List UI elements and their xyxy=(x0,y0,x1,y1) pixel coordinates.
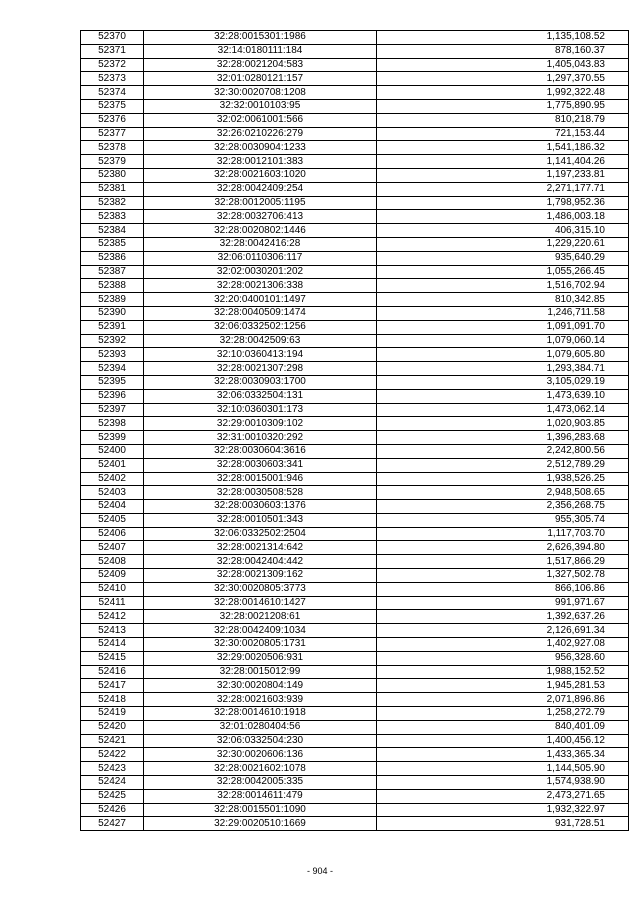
value-amount-cell: 2,626,394.80 xyxy=(377,541,629,555)
value-amount-cell: 721,153.44 xyxy=(377,127,629,141)
table-row xyxy=(81,265,629,279)
table-row xyxy=(81,596,629,610)
table-row xyxy=(81,86,629,100)
value-amount-cell: 955,305.74 xyxy=(377,513,629,527)
row-number-cell: 52411 xyxy=(81,596,144,610)
value-amount-cell: 2,126,691.34 xyxy=(377,624,629,638)
cadastral-number-cell: 32:01:0280121:157 xyxy=(144,72,377,86)
table-body xyxy=(81,31,629,831)
cadastral-number-cell: 32:28:0020802:1446 xyxy=(144,224,377,238)
value-amount-cell: 1,135,108.52 xyxy=(377,31,629,45)
row-number-cell: 52423 xyxy=(81,762,144,776)
value-amount-cell: 1,055,266.45 xyxy=(377,265,629,279)
row-number-cell: 52401 xyxy=(81,458,144,472)
row-number-cell: 52382 xyxy=(81,196,144,210)
table-row xyxy=(81,693,629,707)
value-amount-cell: 1,297,370.55 xyxy=(377,72,629,86)
value-amount-cell: 1,798,952.36 xyxy=(377,196,629,210)
row-number-cell: 52403 xyxy=(81,486,144,500)
row-number-cell: 52381 xyxy=(81,182,144,196)
value-amount-cell: 406,315.10 xyxy=(377,224,629,238)
row-number-cell: 52408 xyxy=(81,555,144,569)
cadastral-number-cell: 32:30:0020708:1208 xyxy=(144,86,377,100)
value-amount-cell: 1,079,605.80 xyxy=(377,348,629,362)
table-row xyxy=(81,472,629,486)
row-number-cell: 52421 xyxy=(81,734,144,748)
cadastral-number-cell: 32:28:0021306:338 xyxy=(144,279,377,293)
row-number-cell: 52391 xyxy=(81,320,144,334)
table-row xyxy=(81,279,629,293)
row-number-cell: 52416 xyxy=(81,665,144,679)
row-number-cell: 52406 xyxy=(81,527,144,541)
table-row xyxy=(81,72,629,86)
row-number-cell: 52374 xyxy=(81,86,144,100)
cadastral-number-cell: 32:28:0015012:99 xyxy=(144,665,377,679)
table-row xyxy=(81,182,629,196)
value-amount-cell: 1,992,322.48 xyxy=(377,86,629,100)
cadastral-number-cell: 32:28:0010501:343 xyxy=(144,513,377,527)
value-amount-cell: 1,932,322.97 xyxy=(377,803,629,817)
value-amount-cell: 1,574,938.90 xyxy=(377,776,629,790)
cadastral-number-cell: 32:28:0030603:1376 xyxy=(144,500,377,514)
value-amount-cell: 2,356,268.75 xyxy=(377,500,629,514)
table-row xyxy=(81,679,629,693)
table-row xyxy=(81,748,629,762)
table-row xyxy=(81,734,629,748)
table-row xyxy=(81,762,629,776)
row-number-cell: 52385 xyxy=(81,237,144,251)
table-row xyxy=(81,224,629,238)
table-row xyxy=(81,789,629,803)
cadastral-number-cell: 32:28:0042005:335 xyxy=(144,776,377,790)
value-amount-cell: 1,402,927.08 xyxy=(377,638,629,652)
value-amount-cell: 1,400,456.12 xyxy=(377,734,629,748)
value-amount-cell: 1,117,703.70 xyxy=(377,527,629,541)
row-number-cell: 52392 xyxy=(81,334,144,348)
table-row xyxy=(81,569,629,583)
value-amount-cell: 1,197,233.81 xyxy=(377,168,629,182)
cadastral-number-cell: 32:28:0015001:946 xyxy=(144,472,377,486)
cadastral-number-cell: 32:02:0030201:202 xyxy=(144,265,377,279)
value-amount-cell: 2,071,896.86 xyxy=(377,693,629,707)
row-number-cell: 52377 xyxy=(81,127,144,141)
table-row xyxy=(81,141,629,155)
cadastral-number-cell: 32:28:0030603:341 xyxy=(144,458,377,472)
row-number-cell: 52378 xyxy=(81,141,144,155)
row-number-cell: 52370 xyxy=(81,31,144,45)
cadastral-number-cell: 32:28:0040509:1474 xyxy=(144,306,377,320)
cadastral-number-cell: 32:28:0014610:1427 xyxy=(144,596,377,610)
cadastral-number-cell: 32:06:0332502:2504 xyxy=(144,527,377,541)
table-row xyxy=(81,610,629,624)
row-number-cell: 52413 xyxy=(81,624,144,638)
value-amount-cell: 1,144,505.90 xyxy=(377,762,629,776)
value-amount-cell: 1,020,903.85 xyxy=(377,417,629,431)
cadastral-number-cell: 32:28:0014610:1918 xyxy=(144,707,377,721)
table-row xyxy=(81,817,629,831)
cadastral-number-cell: 32:01:0280404:56 xyxy=(144,720,377,734)
cadastral-number-cell: 32:30:0020804:149 xyxy=(144,679,377,693)
value-amount-cell: 1,246,711.58 xyxy=(377,306,629,320)
table-row xyxy=(81,431,629,445)
cadastral-number-cell: 32:28:0042409:254 xyxy=(144,182,377,196)
row-number-cell: 52393 xyxy=(81,348,144,362)
cadastral-number-cell: 32:31:0010320:292 xyxy=(144,431,377,445)
cadastral-number-cell: 32:28:0042409:1034 xyxy=(144,624,377,638)
cadastral-number-cell: 32:28:0042416:28 xyxy=(144,237,377,251)
value-amount-cell: 1,258,272.79 xyxy=(377,707,629,721)
cadastral-number-cell: 32:02:0061001:566 xyxy=(144,113,377,127)
cadastral-number-cell: 32:28:0030508:528 xyxy=(144,486,377,500)
row-number-cell: 52375 xyxy=(81,99,144,113)
table-row xyxy=(81,31,629,45)
row-number-cell: 52372 xyxy=(81,58,144,72)
cadastral-number-cell: 32:30:0020805:1731 xyxy=(144,638,377,652)
table-row xyxy=(81,582,629,596)
table-row xyxy=(81,707,629,721)
row-number-cell: 52398 xyxy=(81,417,144,431)
cadastral-number-cell: 32:30:0020805:3773 xyxy=(144,582,377,596)
cadastral-number-cell: 32:10:0360301:173 xyxy=(144,403,377,417)
cadastral-number-cell: 32:14:0180111:184 xyxy=(144,44,377,58)
table-row xyxy=(81,527,629,541)
cadastral-number-cell: 32:10:0360413:194 xyxy=(144,348,377,362)
cadastral-number-cell: 32:28:0021602:1078 xyxy=(144,762,377,776)
cadastral-number-cell: 32:26:0210226:279 xyxy=(144,127,377,141)
table-row xyxy=(81,155,629,169)
row-number-cell: 52419 xyxy=(81,707,144,721)
table-row xyxy=(81,624,629,638)
value-amount-cell: 931,728.51 xyxy=(377,817,629,831)
value-amount-cell: 1,229,220.61 xyxy=(377,237,629,251)
row-number-cell: 52386 xyxy=(81,251,144,265)
table-row xyxy=(81,541,629,555)
table-row xyxy=(81,99,629,113)
row-number-cell: 52390 xyxy=(81,306,144,320)
table-row xyxy=(81,555,629,569)
value-amount-cell: 1,473,062.14 xyxy=(377,403,629,417)
table-row xyxy=(81,293,629,307)
cadastral-number-cell: 32:28:0021208:61 xyxy=(144,610,377,624)
value-amount-cell: 1,091,091.70 xyxy=(377,320,629,334)
table-row xyxy=(81,720,629,734)
cadastral-number-cell: 32:29:0010309:102 xyxy=(144,417,377,431)
cadastral-number-cell: 32:28:0030604:3616 xyxy=(144,444,377,458)
value-amount-cell: 1,433,365.34 xyxy=(377,748,629,762)
row-number-cell: 52397 xyxy=(81,403,144,417)
value-amount-cell: 2,512,789.29 xyxy=(377,458,629,472)
row-number-cell: 52414 xyxy=(81,638,144,652)
row-number-cell: 52373 xyxy=(81,72,144,86)
cadastral-number-cell: 32:06:0332504:230 xyxy=(144,734,377,748)
value-amount-cell: 1,541,186.32 xyxy=(377,141,629,155)
table-row xyxy=(81,362,629,376)
table-row xyxy=(81,348,629,362)
cadastral-number-cell: 32:28:0021603:939 xyxy=(144,693,377,707)
table-row xyxy=(81,665,629,679)
value-amount-cell: 1,517,866.29 xyxy=(377,555,629,569)
value-amount-cell: 866,106.86 xyxy=(377,582,629,596)
table-row xyxy=(81,486,629,500)
row-number-cell: 52388 xyxy=(81,279,144,293)
cadastral-number-cell: 32:28:0015301:1986 xyxy=(144,31,377,45)
cadastral-number-cell: 32:28:0030903:1700 xyxy=(144,375,377,389)
row-number-cell: 52389 xyxy=(81,293,144,307)
cadastral-number-cell: 32:30:0020606:136 xyxy=(144,748,377,762)
value-amount-cell: 1,945,281.53 xyxy=(377,679,629,693)
value-amount-cell: 1,293,384.71 xyxy=(377,362,629,376)
row-number-cell: 52384 xyxy=(81,224,144,238)
table-row xyxy=(81,776,629,790)
cadastral-number-cell: 32:28:0021204:583 xyxy=(144,58,377,72)
table-row xyxy=(81,58,629,72)
table-row xyxy=(81,320,629,334)
value-amount-cell: 1,396,283.68 xyxy=(377,431,629,445)
cadastral-number-cell: 32:32:0010103:95 xyxy=(144,99,377,113)
cadastral-number-cell: 32:20:0400101:1497 xyxy=(144,293,377,307)
cadastral-number-cell: 32:28:0042404:442 xyxy=(144,555,377,569)
row-number-cell: 52395 xyxy=(81,375,144,389)
value-amount-cell: 840,401.09 xyxy=(377,720,629,734)
row-number-cell: 52400 xyxy=(81,444,144,458)
value-amount-cell: 935,640.29 xyxy=(377,251,629,265)
table-row xyxy=(81,389,629,403)
value-amount-cell: 2,948,508.65 xyxy=(377,486,629,500)
table-row xyxy=(81,196,629,210)
table-row xyxy=(81,210,629,224)
value-amount-cell: 2,271,177.71 xyxy=(377,182,629,196)
cadastral-number-cell: 32:28:0015501:1090 xyxy=(144,803,377,817)
value-amount-cell: 1,938,526.25 xyxy=(377,472,629,486)
row-number-cell: 52376 xyxy=(81,113,144,127)
row-number-cell: 52424 xyxy=(81,776,144,790)
value-amount-cell: 3,105,029.19 xyxy=(377,375,629,389)
table-row xyxy=(81,113,629,127)
cadastral-number-cell: 32:06:0332504:131 xyxy=(144,389,377,403)
row-number-cell: 52415 xyxy=(81,651,144,665)
cadastral-number-cell: 32:28:0021309:162 xyxy=(144,569,377,583)
row-number-cell: 52383 xyxy=(81,210,144,224)
value-amount-cell: 810,342.85 xyxy=(377,293,629,307)
table-row xyxy=(81,334,629,348)
value-amount-cell: 1,775,890.95 xyxy=(377,99,629,113)
cadastral-number-cell: 32:28:0030904:1233 xyxy=(144,141,377,155)
row-number-cell: 52412 xyxy=(81,610,144,624)
value-amount-cell: 878,160.37 xyxy=(377,44,629,58)
value-amount-cell: 1,988,152.52 xyxy=(377,665,629,679)
row-number-cell: 52387 xyxy=(81,265,144,279)
table-row xyxy=(81,513,629,527)
row-number-cell: 52418 xyxy=(81,693,144,707)
row-number-cell: 52425 xyxy=(81,789,144,803)
table-row xyxy=(81,458,629,472)
cadastral-number-cell: 32:06:0332502:1256 xyxy=(144,320,377,334)
table-row xyxy=(81,237,629,251)
cadastral-number-cell: 32:28:0012101:383 xyxy=(144,155,377,169)
value-amount-cell: 1,392,637.26 xyxy=(377,610,629,624)
row-number-cell: 52422 xyxy=(81,748,144,762)
row-number-cell: 52405 xyxy=(81,513,144,527)
cadastral-number-cell: 32:29:0020506:931 xyxy=(144,651,377,665)
table-row xyxy=(81,306,629,320)
value-amount-cell: 2,242,800.56 xyxy=(377,444,629,458)
cadastral-number-cell: 32:29:0020510:1669 xyxy=(144,817,377,831)
row-number-cell: 52420 xyxy=(81,720,144,734)
value-amount-cell: 1,141,404.26 xyxy=(377,155,629,169)
row-number-cell: 52404 xyxy=(81,500,144,514)
table-row xyxy=(81,127,629,141)
value-amount-cell: 1,079,060.14 xyxy=(377,334,629,348)
cadastral-number-cell: 32:28:0021307:298 xyxy=(144,362,377,376)
row-number-cell: 52379 xyxy=(81,155,144,169)
cadastral-number-cell: 32:06:0110306:117 xyxy=(144,251,377,265)
cadastral-number-cell: 32:28:0012005:1195 xyxy=(144,196,377,210)
row-number-cell: 52427 xyxy=(81,817,144,831)
cadastral-number-cell: 32:28:0021314:642 xyxy=(144,541,377,555)
row-number-cell: 52410 xyxy=(81,582,144,596)
value-amount-cell: 956,328.60 xyxy=(377,651,629,665)
table-row xyxy=(81,403,629,417)
cadastral-number-cell: 32:28:0014611:479 xyxy=(144,789,377,803)
row-number-cell: 52371 xyxy=(81,44,144,58)
table-row xyxy=(81,803,629,817)
table-row xyxy=(81,44,629,58)
value-amount-cell: 1,516,702.94 xyxy=(377,279,629,293)
row-number-cell: 52426 xyxy=(81,803,144,817)
cadastral-value-table xyxy=(80,30,629,831)
value-amount-cell: 1,473,639.10 xyxy=(377,389,629,403)
value-amount-cell: 2,473,271.65 xyxy=(377,789,629,803)
table-row xyxy=(81,500,629,514)
table-row xyxy=(81,651,629,665)
value-amount-cell: 1,405,043.83 xyxy=(377,58,629,72)
cadastral-number-cell: 32:28:0032706:413 xyxy=(144,210,377,224)
page-number: - 904 - xyxy=(306,866,333,876)
table-row xyxy=(81,638,629,652)
table-row xyxy=(81,251,629,265)
row-number-cell: 52407 xyxy=(81,541,144,555)
table-row xyxy=(81,375,629,389)
row-number-cell: 52409 xyxy=(81,569,144,583)
row-number-cell: 52417 xyxy=(81,679,144,693)
value-amount-cell: 1,327,502.78 xyxy=(377,569,629,583)
value-amount-cell: 810,218.79 xyxy=(377,113,629,127)
value-amount-cell: 1,486,003.18 xyxy=(377,210,629,224)
value-amount-cell: 991,971.67 xyxy=(377,596,629,610)
row-number-cell: 52380 xyxy=(81,168,144,182)
row-number-cell: 52394 xyxy=(81,362,144,376)
cadastral-number-cell: 32:28:0042509:63 xyxy=(144,334,377,348)
row-number-cell: 52402 xyxy=(81,472,144,486)
table-row xyxy=(81,168,629,182)
cadastral-number-cell: 32:28:0021603:1020 xyxy=(144,168,377,182)
table-row xyxy=(81,444,629,458)
table-row xyxy=(81,417,629,431)
row-number-cell: 52396 xyxy=(81,389,144,403)
row-number-cell: 52399 xyxy=(81,431,144,445)
